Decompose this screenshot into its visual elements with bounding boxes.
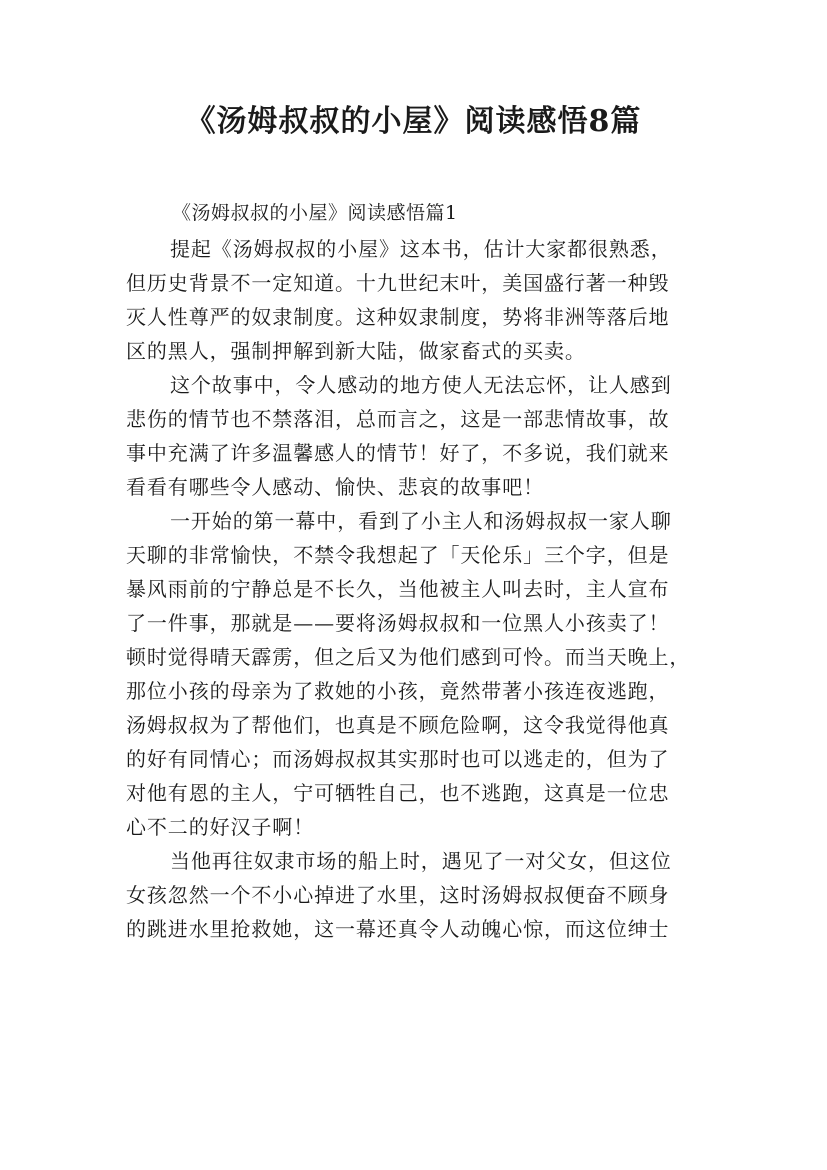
paragraph-2 (126, 368, 711, 504)
text-line: 了一件事，那就是——要将汤姆叔叔和一位黑人小孩卖了！ (126, 611, 670, 635)
text-line: 当他再往奴隶市场的船上时，遇见了一对父女，但这位 (170, 849, 672, 873)
text-line: 灭人性尊严的奴隶制度。这种奴隶制度，势将非洲等落后地 (126, 305, 670, 329)
text-line: 悲伤的情节也不禁落泪，总而言之，这是一部悲情故事，故 (126, 407, 670, 431)
text-line: 女孩忽然一个不小心掉进了水里，这时汤姆叔叔便奋不顾身 (126, 883, 670, 907)
paragraph-3 (126, 504, 711, 844)
text-line: 暴风雨前的宁静总是不长久，当他被主人叫去时，主人宣布 (126, 577, 670, 601)
paragraph-1 (126, 232, 711, 368)
document-body (126, 232, 711, 946)
text-line: 那位小孩的母亲为了救她的小孩，竟然带著小孩连夜逃跑， (126, 679, 670, 703)
text-line: 汤姆叔叔为了帮他们，也真是不顾危险啊，这令我觉得他真 (126, 713, 670, 737)
text-line: 天聊的非常愉快，不禁令我想起了「天伦乐」三个字，但是 (126, 543, 670, 567)
text-line: 看看有哪些令人感动、愉快、悲哀的故事吧！ (126, 475, 544, 499)
text-line: 这个故事中，令人感动的地方使人无法忘怀，让人感到 (170, 373, 672, 397)
text-line: 但历史背景不一定知道。十九世纪末叶，美国盛行著一种毁 (126, 271, 670, 295)
section-heading: 《汤姆叔叔的小屋》阅读感悟篇1 (172, 202, 458, 224)
text-line: 对他有恩的主人，宁可牺牲自己，也不逃跑，这真是一位忠 (126, 781, 670, 805)
text-line: 的跳进水里抢救她，这一幕还真令人动魄心惊，而这位绅士 (126, 917, 670, 941)
text-line: 心不二的好汉子啊！ (126, 815, 315, 839)
text-line: 提起《汤姆叔叔的小屋》这本书，估计大家都很熟悉， (170, 237, 672, 261)
text-line: 的好有同情心；而汤姆叔叔其实那时也可以逃走的，但为了 (126, 747, 670, 771)
text-line: 一开始的第一幕中，看到了小主人和汤姆叔叔一家人聊 (170, 509, 672, 533)
text-line: 顿时觉得晴天霹雳，但之后又为他们感到可怜。而当天晚上， (126, 645, 691, 669)
paragraph-4 (126, 844, 711, 946)
document-title: 《汤姆叔叔的小屋》阅读感悟8篇 (185, 104, 642, 139)
text-line: 事中充满了许多温馨感人的情节！好了，不多说，我们就来 (126, 441, 670, 465)
text-line: 区的黑人，强制押解到新大陆，做家畜式的买卖。 (126, 339, 586, 363)
